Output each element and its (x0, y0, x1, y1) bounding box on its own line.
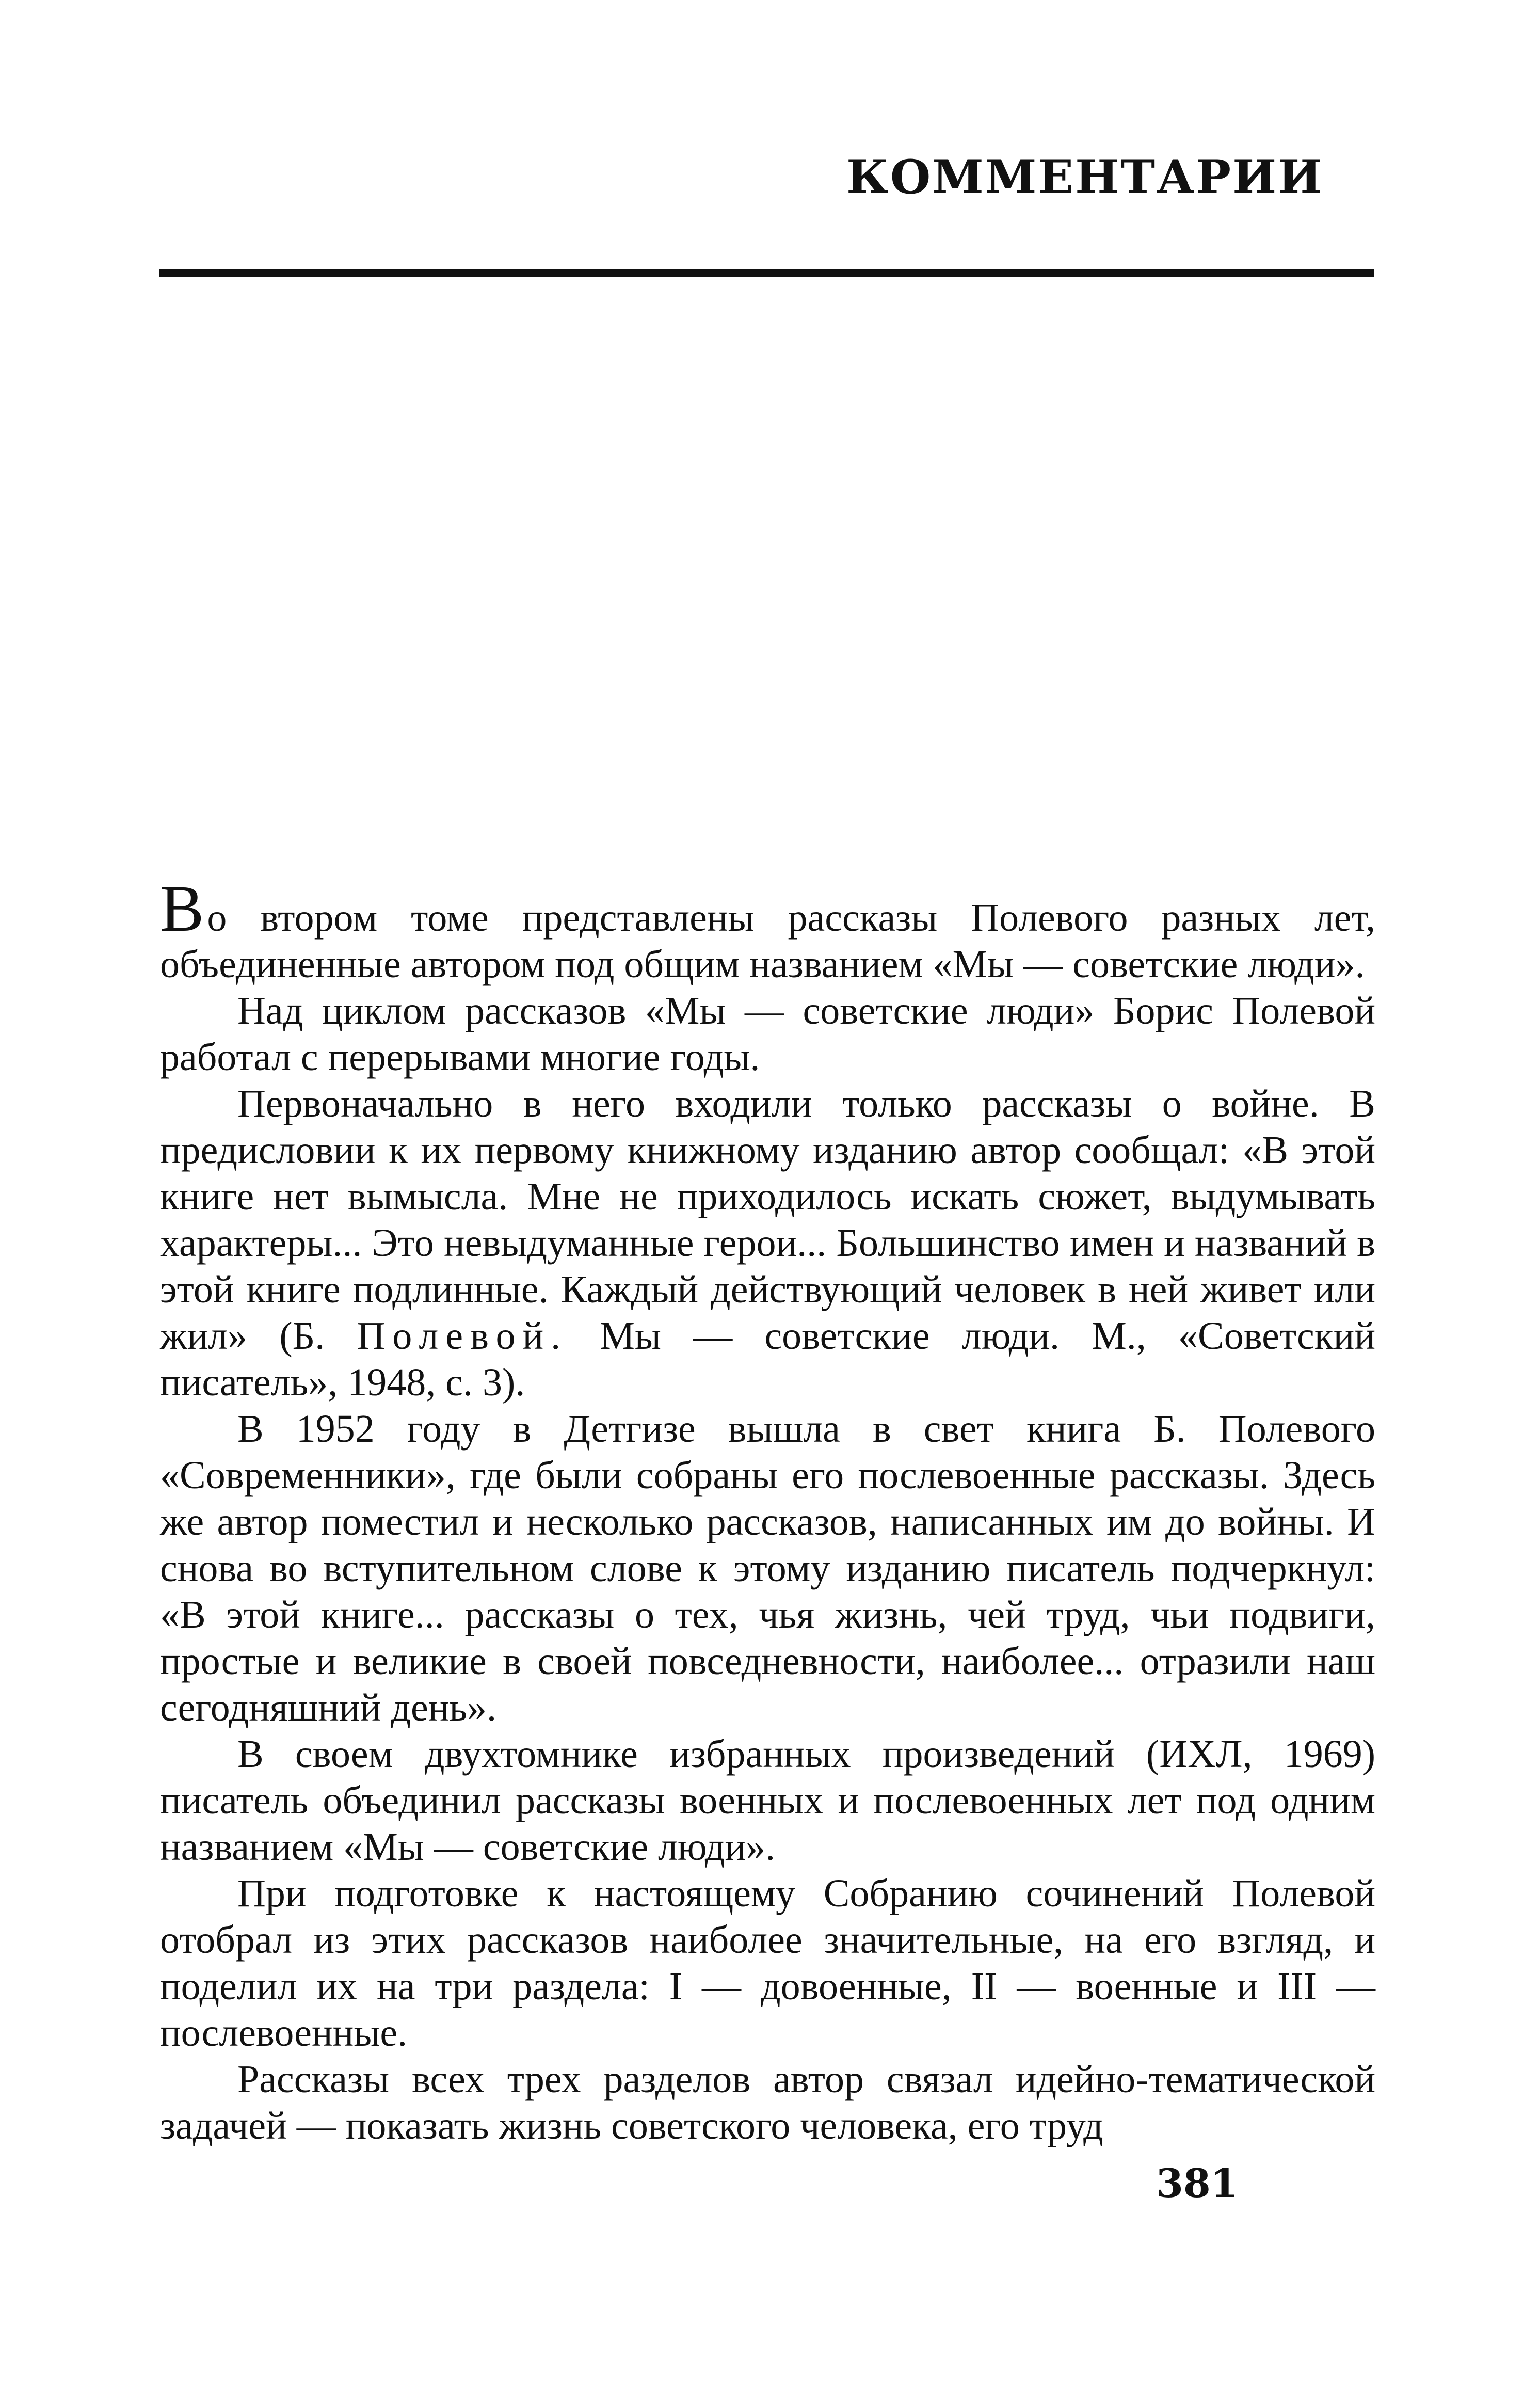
commentary-body (160, 872, 1375, 2149)
paragraph-1-text: о втором томе представлены рассказы Полевого разных лет, объединенные автором под общим названием «Мы — советские люди». (160, 896, 1375, 986)
paragraph-1 (160, 872, 1375, 988)
paragraph-6: При подготовке к настоящему Собранию сочинений Полевой отобрал из этих рассказов наиболее значительные, на его взгляд, и поделил их на три раздела: I — довоенные, II — военные и III — послевоенные. (160, 1872, 1375, 2055)
drop-cap: В (160, 872, 204, 945)
paragraph-5: В своем двухтомнике избранных произведений (ИХЛ, 1969) писатель объединил рассказы военных и послевоенных лет под одним названием «Мы — советские люди». (160, 1732, 1375, 1869)
author-name-spaced: Полевой. (357, 1314, 568, 1358)
paragraph-3-text-start: Первоначально в него входили только рассказы о войне. В предисловии к их первому книжному изданию автор сообщал: «В этой книге нет вымысла. Мне не приходилось искать сюжет, выдумывать характеры... Это невыдуманные герои... Большинство имен и названий в этой книге подлинные. Каждый действующий человек в ней живет или жил» (Б. (160, 1082, 1375, 1358)
page-number: 381 (1156, 2160, 1238, 2206)
paragraph-7: Рассказы всех трех разделов автор связал идейно-тематической задачей — показать жизнь советского человека, его труд (160, 2058, 1375, 2147)
paragraph-3-text-end: Мы — советские люди. М., «Советский писатель», 1948, с. 3). (160, 1314, 1375, 1404)
paragraph-4: В 1952 году в Детгизе вышла в свет книга Б. Полевого «Современники», где были собраны его послевоенные рассказы. Здесь же автор поместил и несколько рассказов, написанных им до войны. И снова во вступительном слове к этому изданию писатель подчеркнул: «В этой книге... рассказы о тех, чья жизнь, чей труд, чьи подвиги, простые и великие в своей повседневности, наиболее... отразили наш сегодняшний день». (160, 1407, 1375, 1729)
heading-rule (159, 269, 1374, 277)
paragraph-3 (160, 1080, 1375, 1406)
paragraph-2: Над циклом рассказов «Мы — советские люди» Борис Полевой работал с перерывами многие годы. (160, 989, 1375, 1079)
page-heading: КОММЕНТАРИИ (846, 150, 1324, 204)
